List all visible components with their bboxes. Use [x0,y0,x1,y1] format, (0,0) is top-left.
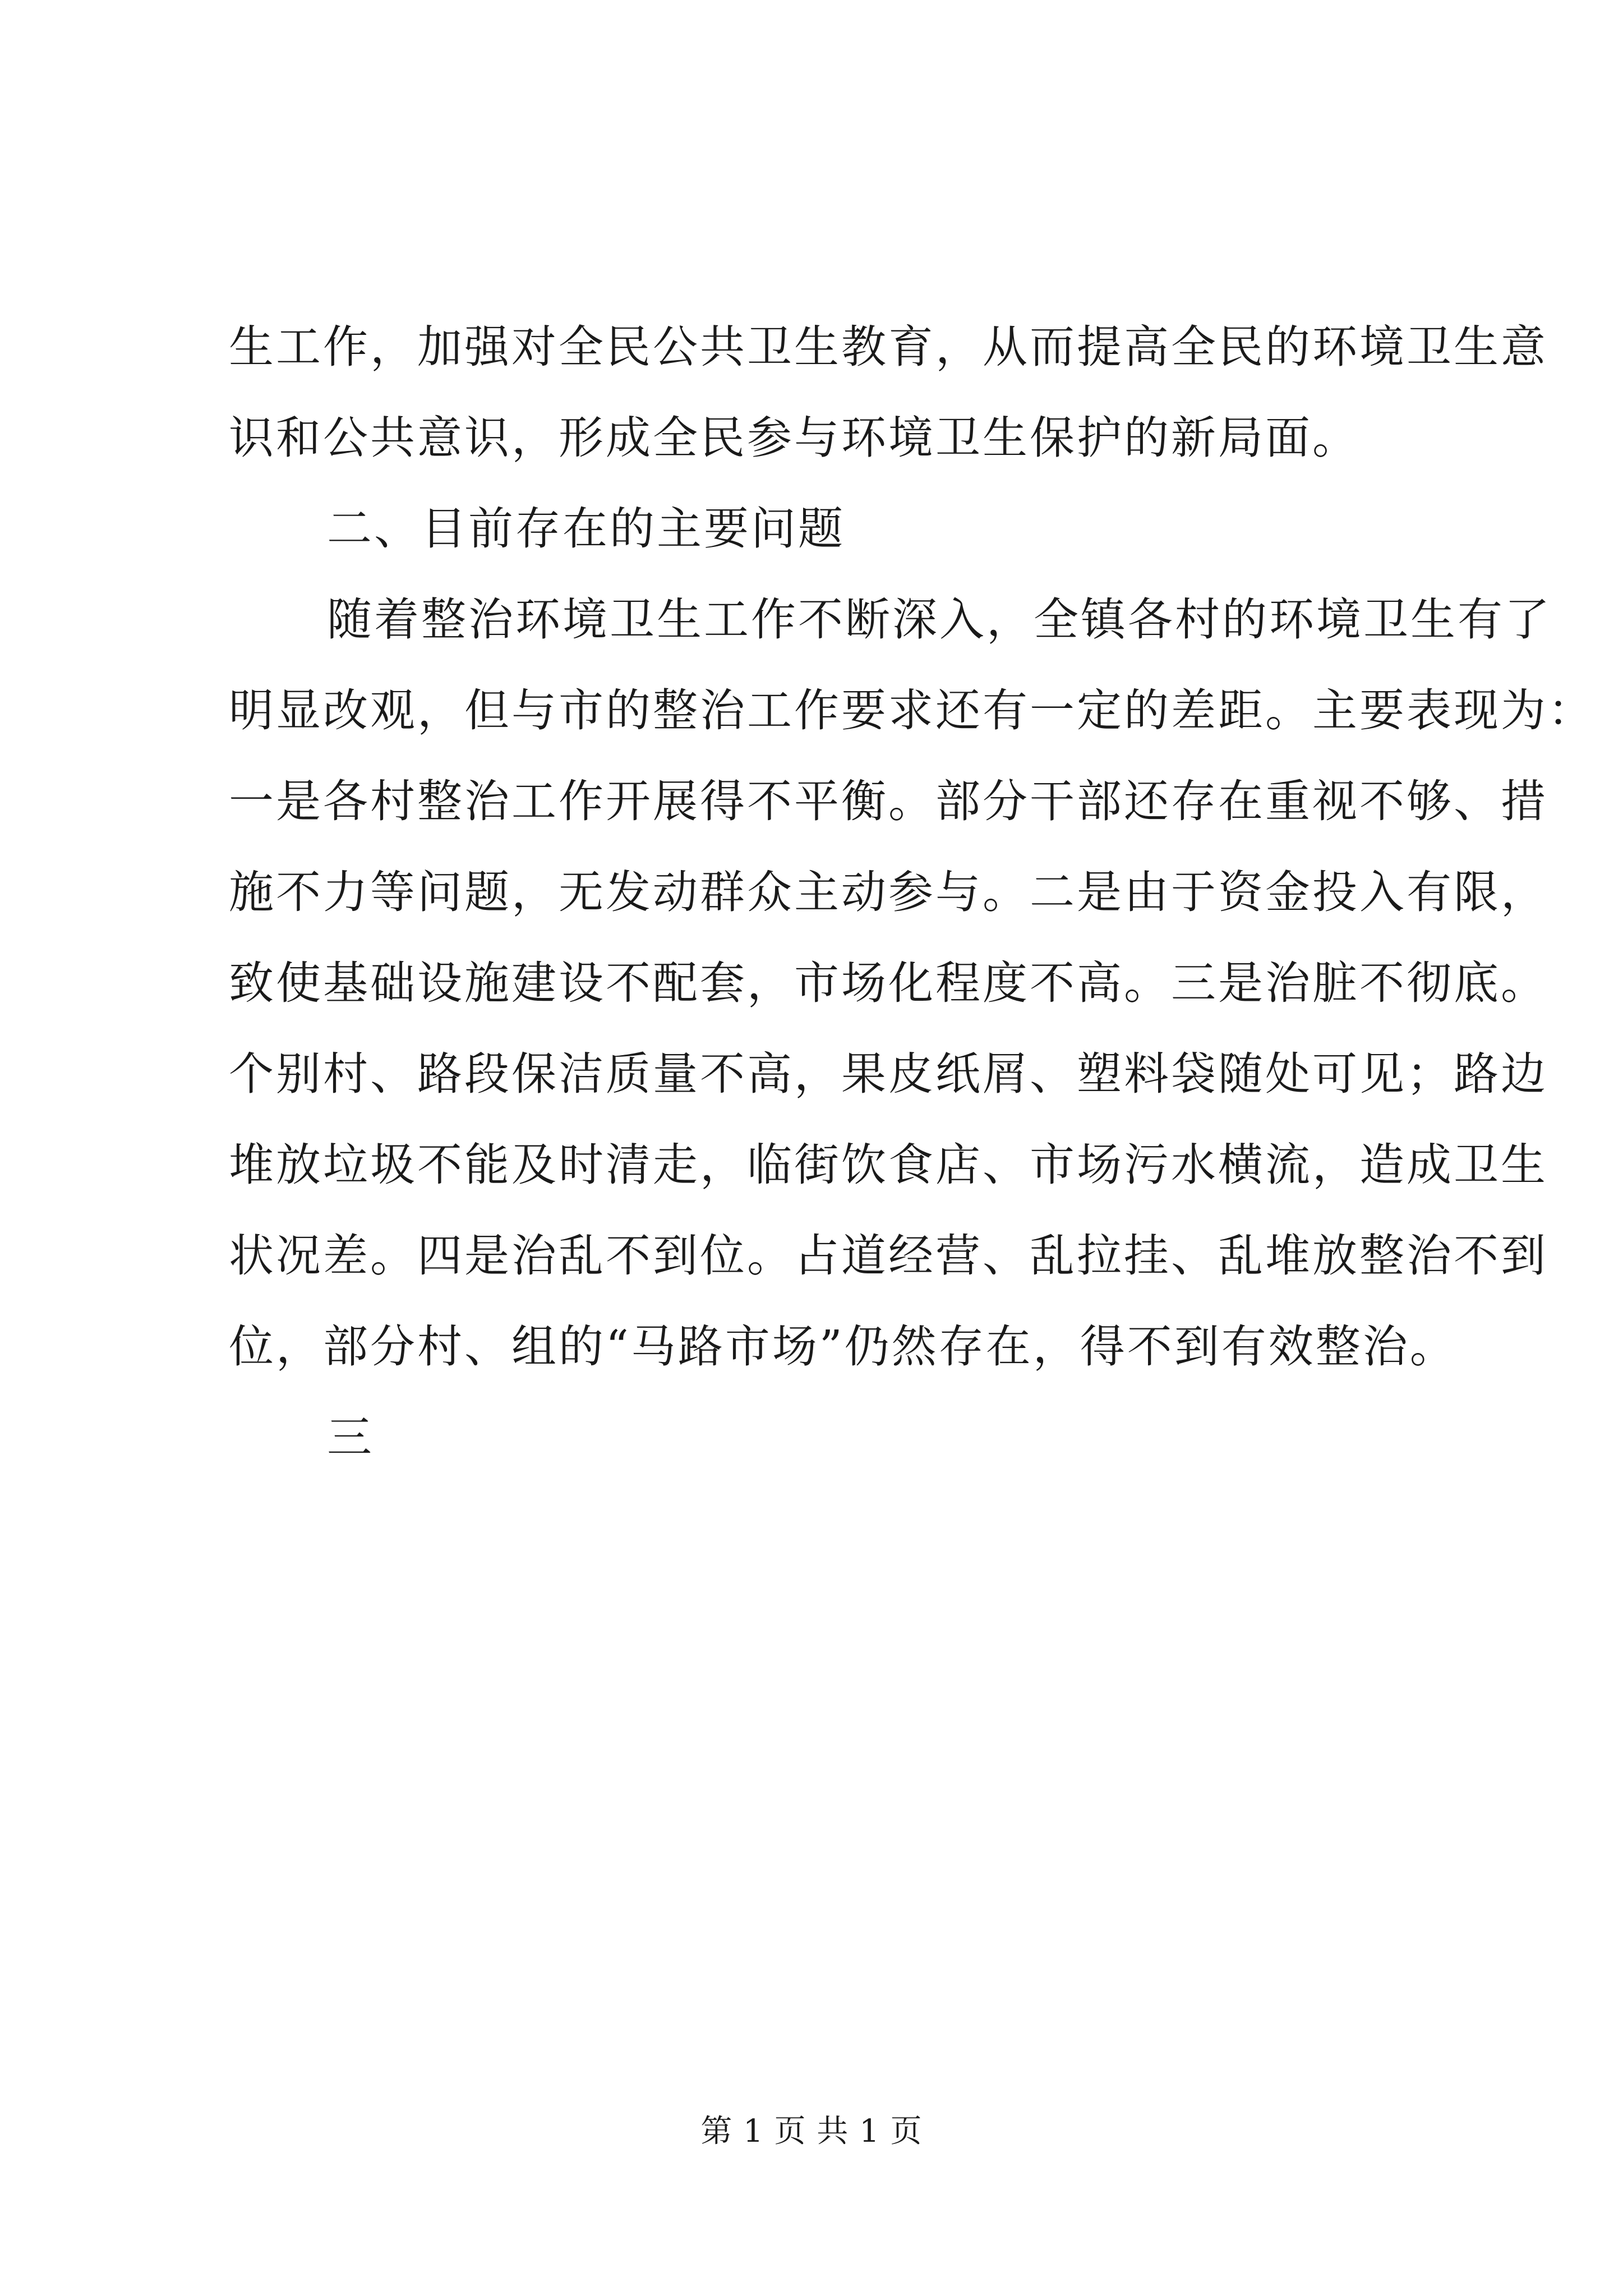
text-line: 位，部分村、组的“马路市场”仍然存在，得不到有效整治。 [229,1320,1457,1373]
text-line: 堆放垃圾不能及时清走，临街饮食店、市场污水横流，造成卫生 [229,1139,1548,1191]
page-footer: 第 1 页 共 1 页 [700,2113,923,2150]
section-heading: 三 [327,1411,374,1464]
text-line: 状况差。四是治乱不到位。占道经营、乱拉挂、乱堆放整治不到 [229,1230,1548,1282]
section-heading: 二、目前存在的主要问题 [327,503,845,555]
text-line: 识和公共意识，形成全民参与环境卫生保护的新局面。 [229,412,1359,464]
body-text [229,302,1595,1483]
text-line: 一是各村整治工作开展得不平衡。部分干部还存在重视不够、措 [229,775,1548,827]
text-line: 致使基础设施建设不配套，市场化程度不高。三是治脏不彻底。 [229,957,1548,1009]
text-line: 生工作，加强对全民公共卫生教育，从而提高全民的环境卫生意 [229,321,1548,373]
text-line: 明显改观，但与市的整治工作要求还有一定的差距。主要表现为： [229,684,1595,737]
text-line: 施不力等问题，无发动群众主动参与。二是由于资金投入有限， [229,866,1548,918]
text-line: 个别村、路段保洁质量不高，果皮纸屑、塑料袋随处可见；路边 [229,1048,1548,1100]
text-line: 随着整治环境卫生工作不断深入，全镇各村的环境卫生有了 [327,593,1552,646]
